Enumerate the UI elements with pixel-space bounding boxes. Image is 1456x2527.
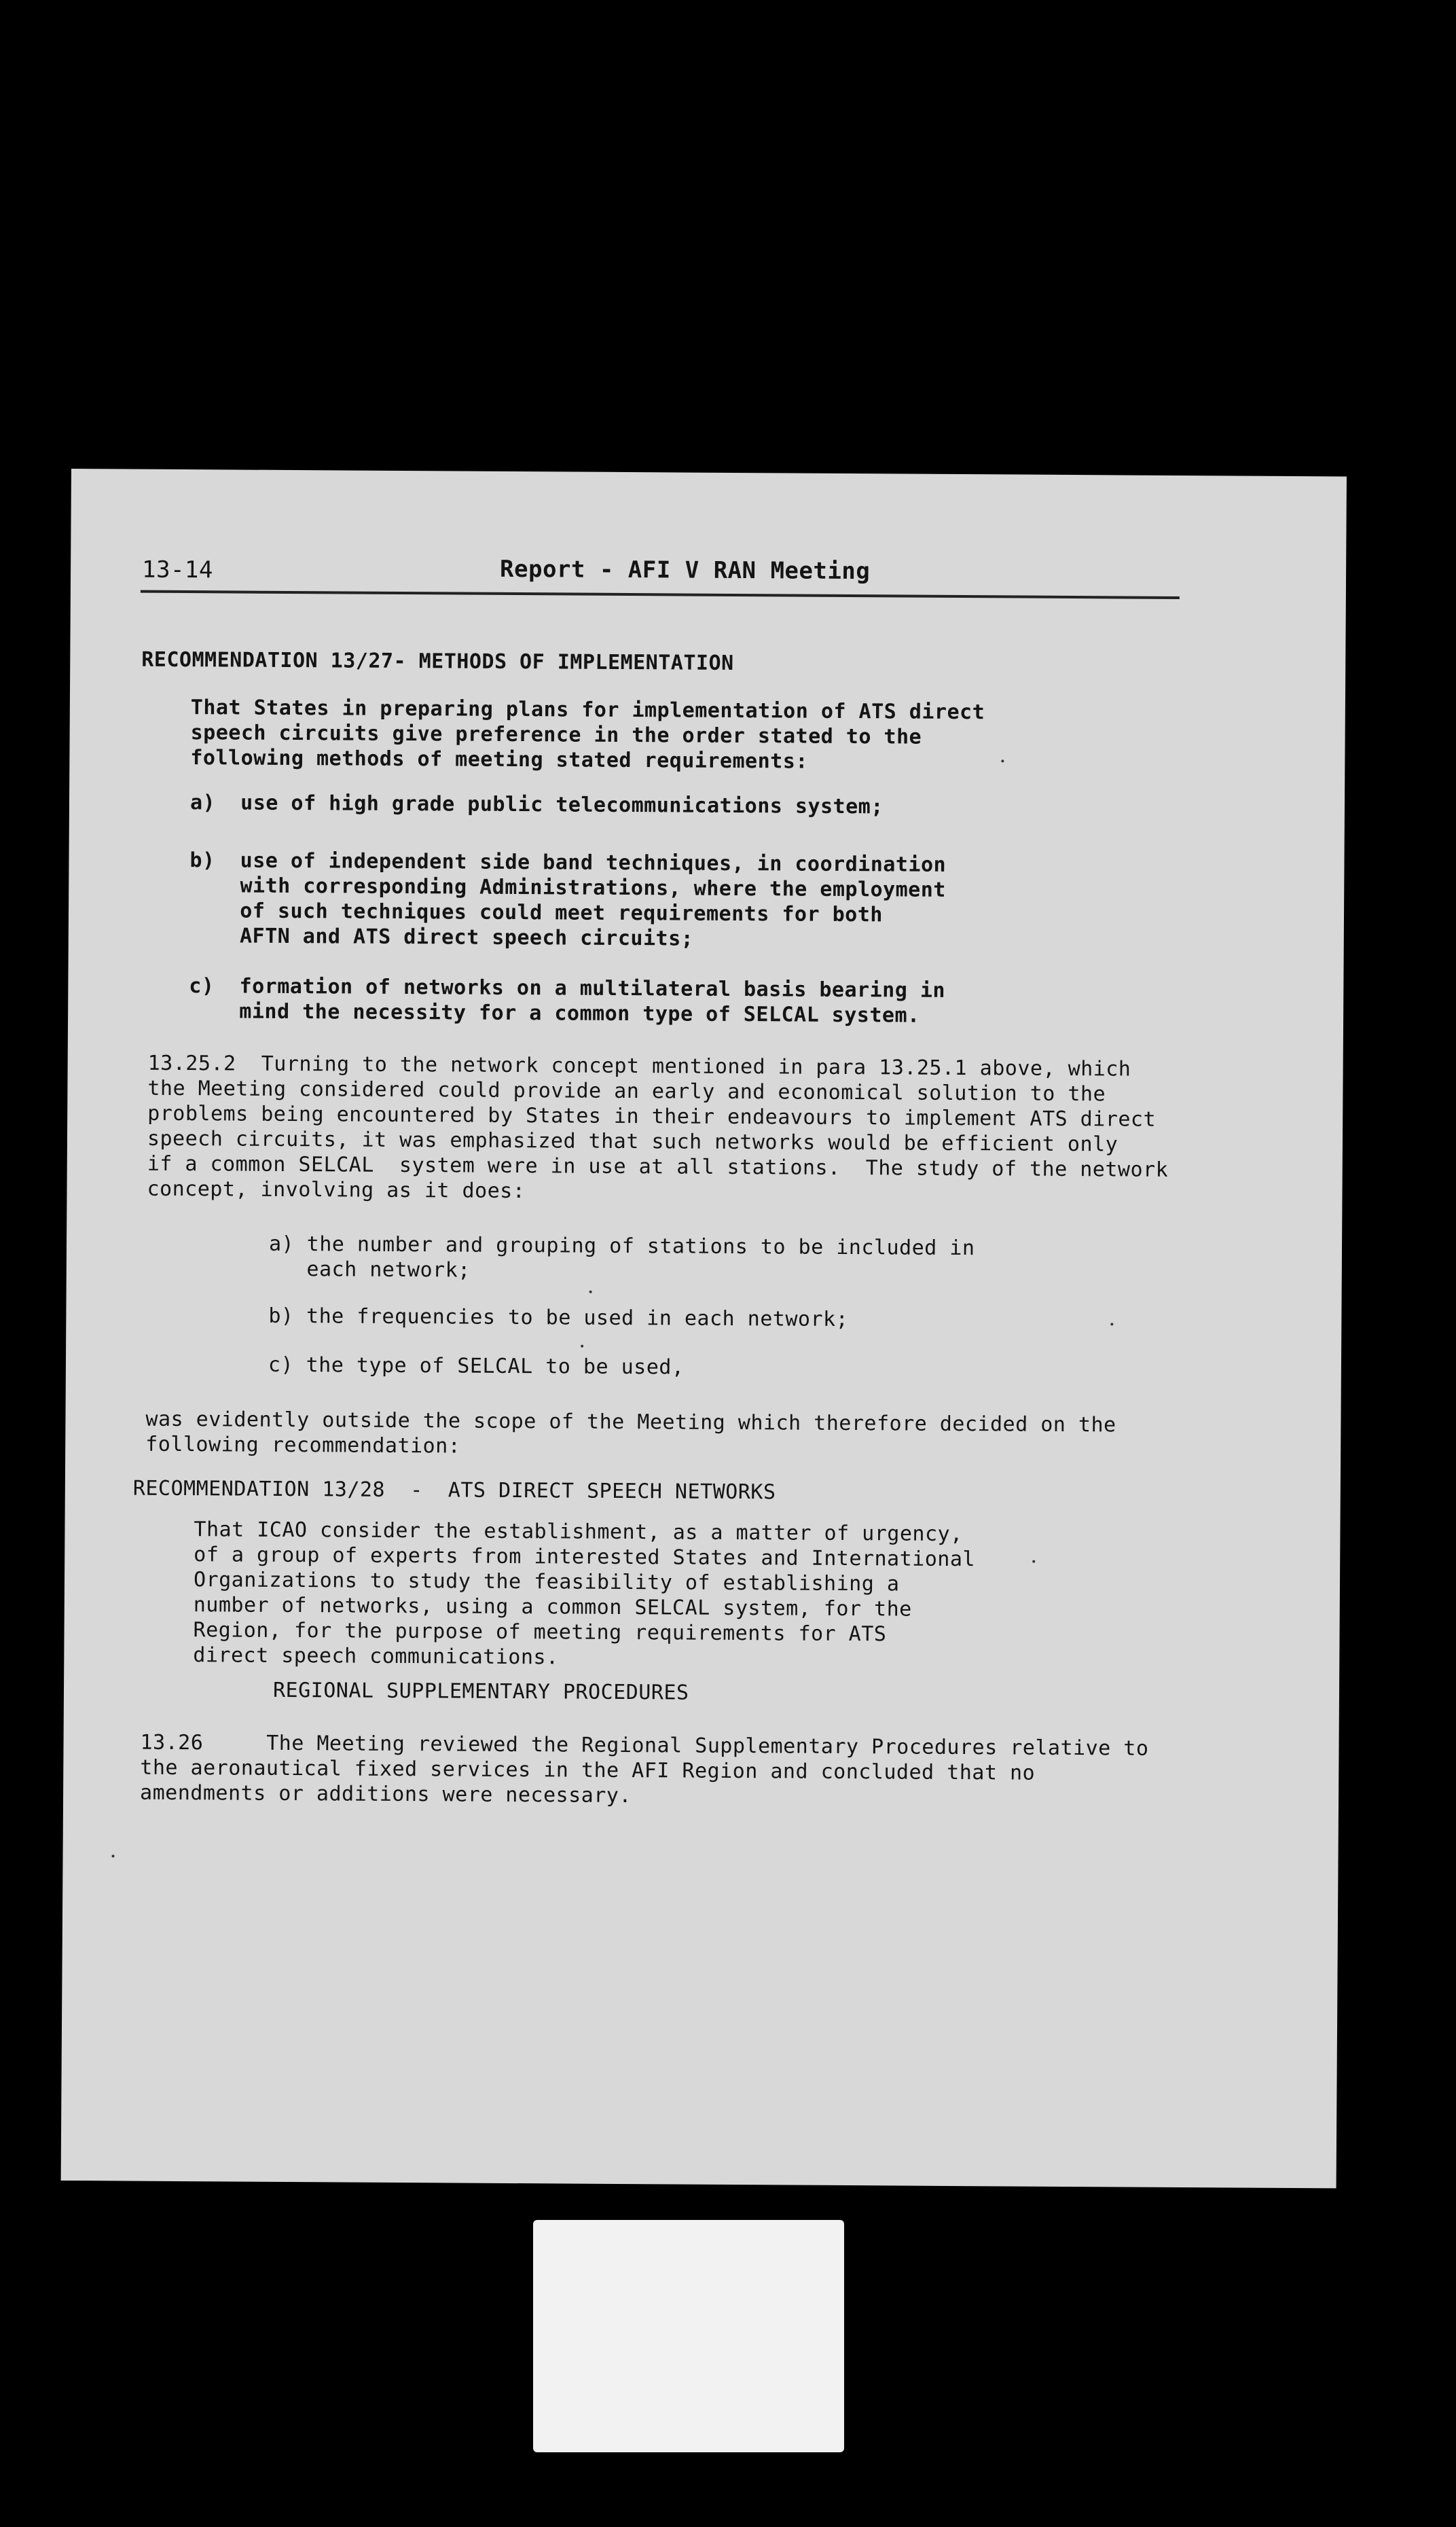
paper-speck bbox=[581, 1345, 583, 1348]
recommendation-item-a: a) use of high grade public telecommunications system; bbox=[189, 791, 884, 819]
network-sub-item-b: b) the frequencies to be used in each network; bbox=[268, 1304, 849, 1332]
blank-card bbox=[533, 2220, 844, 2452]
paragraph-13-26: 13.26 The Meeting reviewed the Regional Supplementary Procedures relative to the aeronautical fixed services in the AFI Region and concluded that no amendments or additions were necessary. bbox=[139, 1730, 1149, 1808]
paper-speck bbox=[112, 1854, 115, 1857]
paragraph-13-25-2: 13.25.2 Turning to the network concept mentioned in para 13.25.1 above, which the Meeting considered could provide an early and economical solution to the problems being encountered by States in their endeavours to implement ATS direct speech circuits, it was emphasized that such networks would be efficient only if a common SELCAL system were in use at all stations. The study of the network concept, involving as it does: bbox=[147, 1051, 1169, 1204]
recommendation-item-c: c) formation of networks on a multilateral basis bearing in mind the necessity for a common type of SELCAL system. bbox=[189, 974, 946, 1028]
page-number: 13-14 bbox=[141, 556, 214, 584]
recommendation-13-27-intro: That States in preparing plans for implementation of ATS direct speech circuits give preference in the order stated to the following methods of meeting stated requirements: bbox=[190, 696, 985, 774]
paper-speck bbox=[1110, 1323, 1113, 1325]
document-page bbox=[61, 469, 1347, 2188]
regional-procedures-heading: REGIONAL SUPPLEMENTARY PROCEDURES bbox=[272, 1678, 689, 1705]
network-sub-item-c: c) the type of SELCAL to be used, bbox=[268, 1352, 685, 1380]
paragraph-13-25-2-closing: was evidently outside the scope of the Meeting which therefore decided on the following recommendation: bbox=[145, 1407, 1116, 1458]
page-header-title: Report - AFI V RAN Meeting bbox=[499, 555, 871, 586]
network-sub-item-a: a) the number and grouping of stations to be included in each network; bbox=[268, 1232, 975, 1283]
header-rule bbox=[141, 590, 1180, 599]
paper-speck bbox=[1001, 759, 1004, 762]
recommendation-13-28-title: RECOMMENDATION 13/28 - ATS DIRECT SPEECH NETWORKS bbox=[132, 1476, 776, 1505]
paper-speck bbox=[1032, 1560, 1035, 1563]
recommendation-13-27-title: RECOMMENDATION 13/27- METHODS OF IMPLEMENTATION bbox=[141, 647, 734, 675]
recommendation-item-b: b) use of independent side band techniques, in coordination with corresponding Administrations, where the employment of such techniques could meet requirements for both AFTN and ATS direct speech circuits; bbox=[189, 848, 947, 951]
recommendation-13-28-body: That ICAO consider the establishment, as a matter of urgency, of a group of experts from interested States and International Organizations to study the feasibility of establishing a number of networks, using a common SELCAL system, for the Region, for the purpose of meeting requirements for ATS direct speech communications. bbox=[193, 1518, 976, 1670]
paper-speck bbox=[589, 1291, 592, 1293]
